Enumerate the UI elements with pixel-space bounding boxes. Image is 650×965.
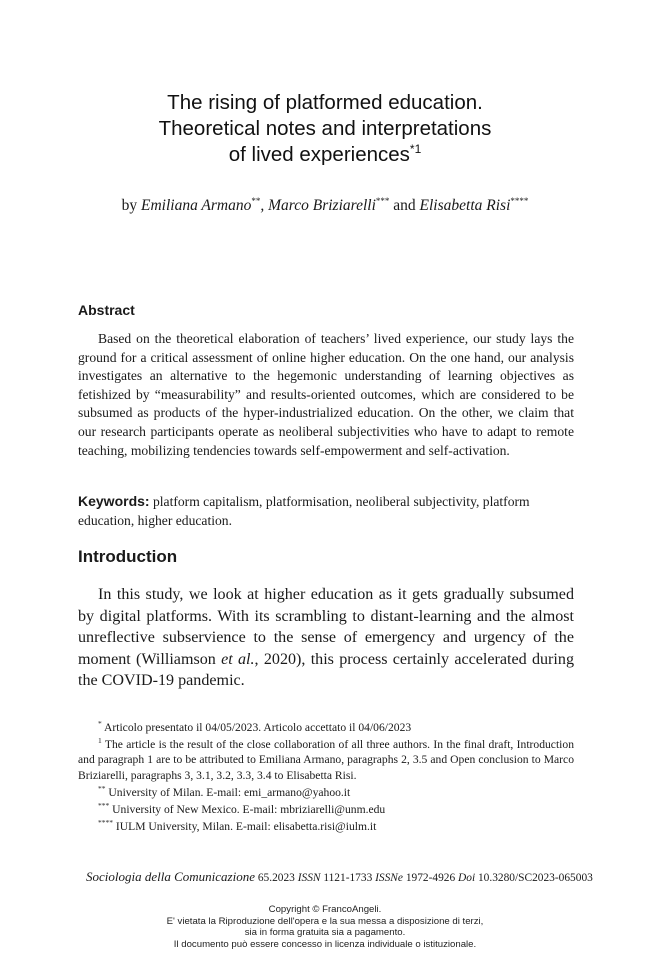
- copyright-notice: Copyright © FrancoAngeli. E' vietata la Riproduzione dell'opera e la sua messa a disposizione di terzi, sia in forma gratuita sia a pagamento. Il documento può essere concesso in licenza individuale o istituzionale.: [166, 904, 484, 950]
- footnote: ** University of Milan. E-mail: emi_armano@yahoo.it: [98, 783, 351, 799]
- footnote: *** University of New Mexico. E-mail: mbriziarelli@unm.edu: [98, 801, 386, 817]
- abstract-text: Based on the theoretical elaboration of teachers’ lived experience, our study lays the ground for a critical assessment of online higher education. On the one hand, our analysis investigates an alternative to the hegemonic understanding of learning objectives as fetishized by “measurability” and results-oriented outcomes, which are considered to be subsumed as products of the hyper-industrialized education. On the other, we claim that our research participants operate as neoliberal subjectivities who have to adapt to remote teaching, mobilizing tendencies towards self-empowerment and self-activation.: [78, 331, 574, 458]
- footnote: $^1$ The article is the result of the close collaboration of all three authors. In the final draft, Introduction and paragraph 1 are to be attributed to Emiliana Armano, paragraphs 2, 3.5 and Open conclusion to Marco Briziarelli, paragraphs 3, 3.1, 3.2, 3.3, 3.4 to Elisabetta Risi.: [78, 736, 574, 782]
- title-line-3: of lived experiences$^{*1}$: [228, 142, 422, 166]
- title-line-2: Theoretical notes and interpretations: [158, 117, 492, 140]
- footnotes: [78, 720, 574, 836]
- journal-citation: Sociologia della Comunicazione 65.2023 ISSN 1121-1733 ISSNe 1972-4926 Doi 10.3280/SC2023-065003: [86, 869, 593, 884]
- keywords-label: Keywords:: [78, 493, 150, 509]
- footnote: * Articolo presentato il 04/05/2023. Articolo accettato il 04/06/2023: [98, 719, 412, 734]
- keywords: [78, 492, 574, 530]
- introduction-text: In this study, we look at higher education as it gets gradually subsumed by digital platforms. With its scrambling to distant-learning and the almost unreflective subservience to the sense of emergency and urgency of the moment (Williamson et al., 2020), this process certainly accelerated during the COVID-19 pandemic.: [78, 586, 574, 690]
- title-line-1: The rising of platformed education.: [167, 91, 483, 114]
- paper-title: [0, 90, 650, 168]
- author-armano: Emiliana Armano: [140, 197, 252, 214]
- author-line: by Emiliana Armano**, Marco Briziarelli*** and Elisabetta Risi****: [121, 196, 529, 214]
- doi: 10.3280/SC2023-065003: [475, 872, 593, 884]
- title-footnote-mark: *1: [409, 142, 422, 156]
- abstract-heading: Abstract: [78, 302, 135, 318]
- introduction-heading: Introduction: [78, 547, 178, 566]
- author-risi: Elisabetta Risi: [419, 197, 511, 214]
- footnote: **** IULM University, Milan. E-mail: elisabetta.risi@iulm.it: [98, 818, 377, 834]
- keywords-text: platform capitalism, platformisation, neoliberal subjectivity, platform education, higher education.: [78, 494, 530, 528]
- author-briziarelli: Marco Briziarelli: [268, 197, 376, 214]
- journal-name: Sociologia della Comunicazione: [86, 869, 255, 884]
